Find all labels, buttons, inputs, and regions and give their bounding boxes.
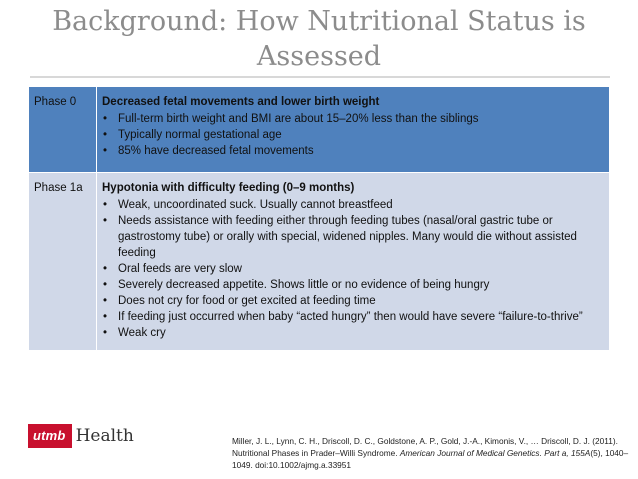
bullet-text: If feeding just occurred when baby “acted hungry” then would have severe “failure-to-thrive” [118,311,583,323]
bullet-text: Needs assistance with feeding either through feeding tubes (nasal/oral gastric tube or gastrostomy tube) or orally with special, widened nipples. Many would die without assisted feeding [118,215,577,259]
nutritional-phases-table [28,86,610,351]
phase-description [97,173,610,351]
citation [232,435,632,471]
list-item [102,213,603,261]
table-row-phase-1a [29,173,610,351]
list-item [102,111,603,127]
bullet-icon: • [103,279,108,291]
bullet-icon: • [103,145,108,157]
citation-authors: Miller, J. L., Lynn, C. H., Driscoll, D. C., Goldstone, A. P., Gold, J.-A., Kimonis, V., … Driscoll, D. J. (2011). Nutritional Phases in Prader–Willi Syndrome. [232,436,618,458]
bullet-icon: • [103,199,108,211]
phase-label: Phase 1a [29,173,97,351]
citation-details: (5), 1040–1049. doi:10.1002/ajmg.a.33951 [232,448,629,470]
phase-heading: Decreased fetal movements and lower birth weight [102,96,380,108]
list-item [102,277,603,293]
utmb-health-logo [28,424,134,448]
table-row-phase-0 [29,87,610,173]
title-divider [30,76,610,78]
bullet-text: Oral feeds are very slow [118,263,242,275]
bullet-text: Typically normal gestational age [118,129,282,141]
phase-heading: Hypotonia with difficulty feeding (0–9 months) [102,182,355,194]
bullet-icon: • [103,327,108,339]
slide-title-line-2: Assessed [256,41,382,72]
list-item [102,261,603,277]
bullet-text: Severely decreased appetite. Shows little or no evidence of being hungry [118,279,490,291]
bullet-icon: • [103,129,108,141]
list-item [102,309,603,325]
bullet-text: 85% have decreased fetal movements [118,145,314,157]
bullet-icon: • [103,311,108,323]
logo-word: Health [75,426,134,446]
slide-title [0,4,638,74]
bullet-icon: • [103,215,108,227]
phase-description [97,87,610,173]
slide-title-line-1: Background: How Nutritional Status is [52,6,586,37]
phase-bullet-list [102,111,603,159]
list-item [102,127,603,143]
bullet-text: Does not cry for food or get excited at feeding time [118,295,376,307]
bullet-icon: • [103,295,108,307]
list-item [102,293,603,309]
list-item [102,143,603,159]
bullet-icon: • [103,113,108,125]
logo-brand-mark: utmb [28,424,72,448]
bullet-icon: • [103,263,108,275]
phase-bullet-list [102,197,603,341]
list-item [102,325,603,341]
citation-journal: American Journal of Medical Genetics. Part a, 155A [399,448,591,458]
list-item [102,197,603,213]
bullet-text: Weak, uncoordinated suck. Usually cannot breastfeed [118,199,393,211]
phase-label: Phase 0 [29,87,97,173]
bullet-text: Full-term birth weight and BMI are about 15–20% less than the siblings [118,113,479,125]
bullet-text: Weak cry [118,327,166,339]
